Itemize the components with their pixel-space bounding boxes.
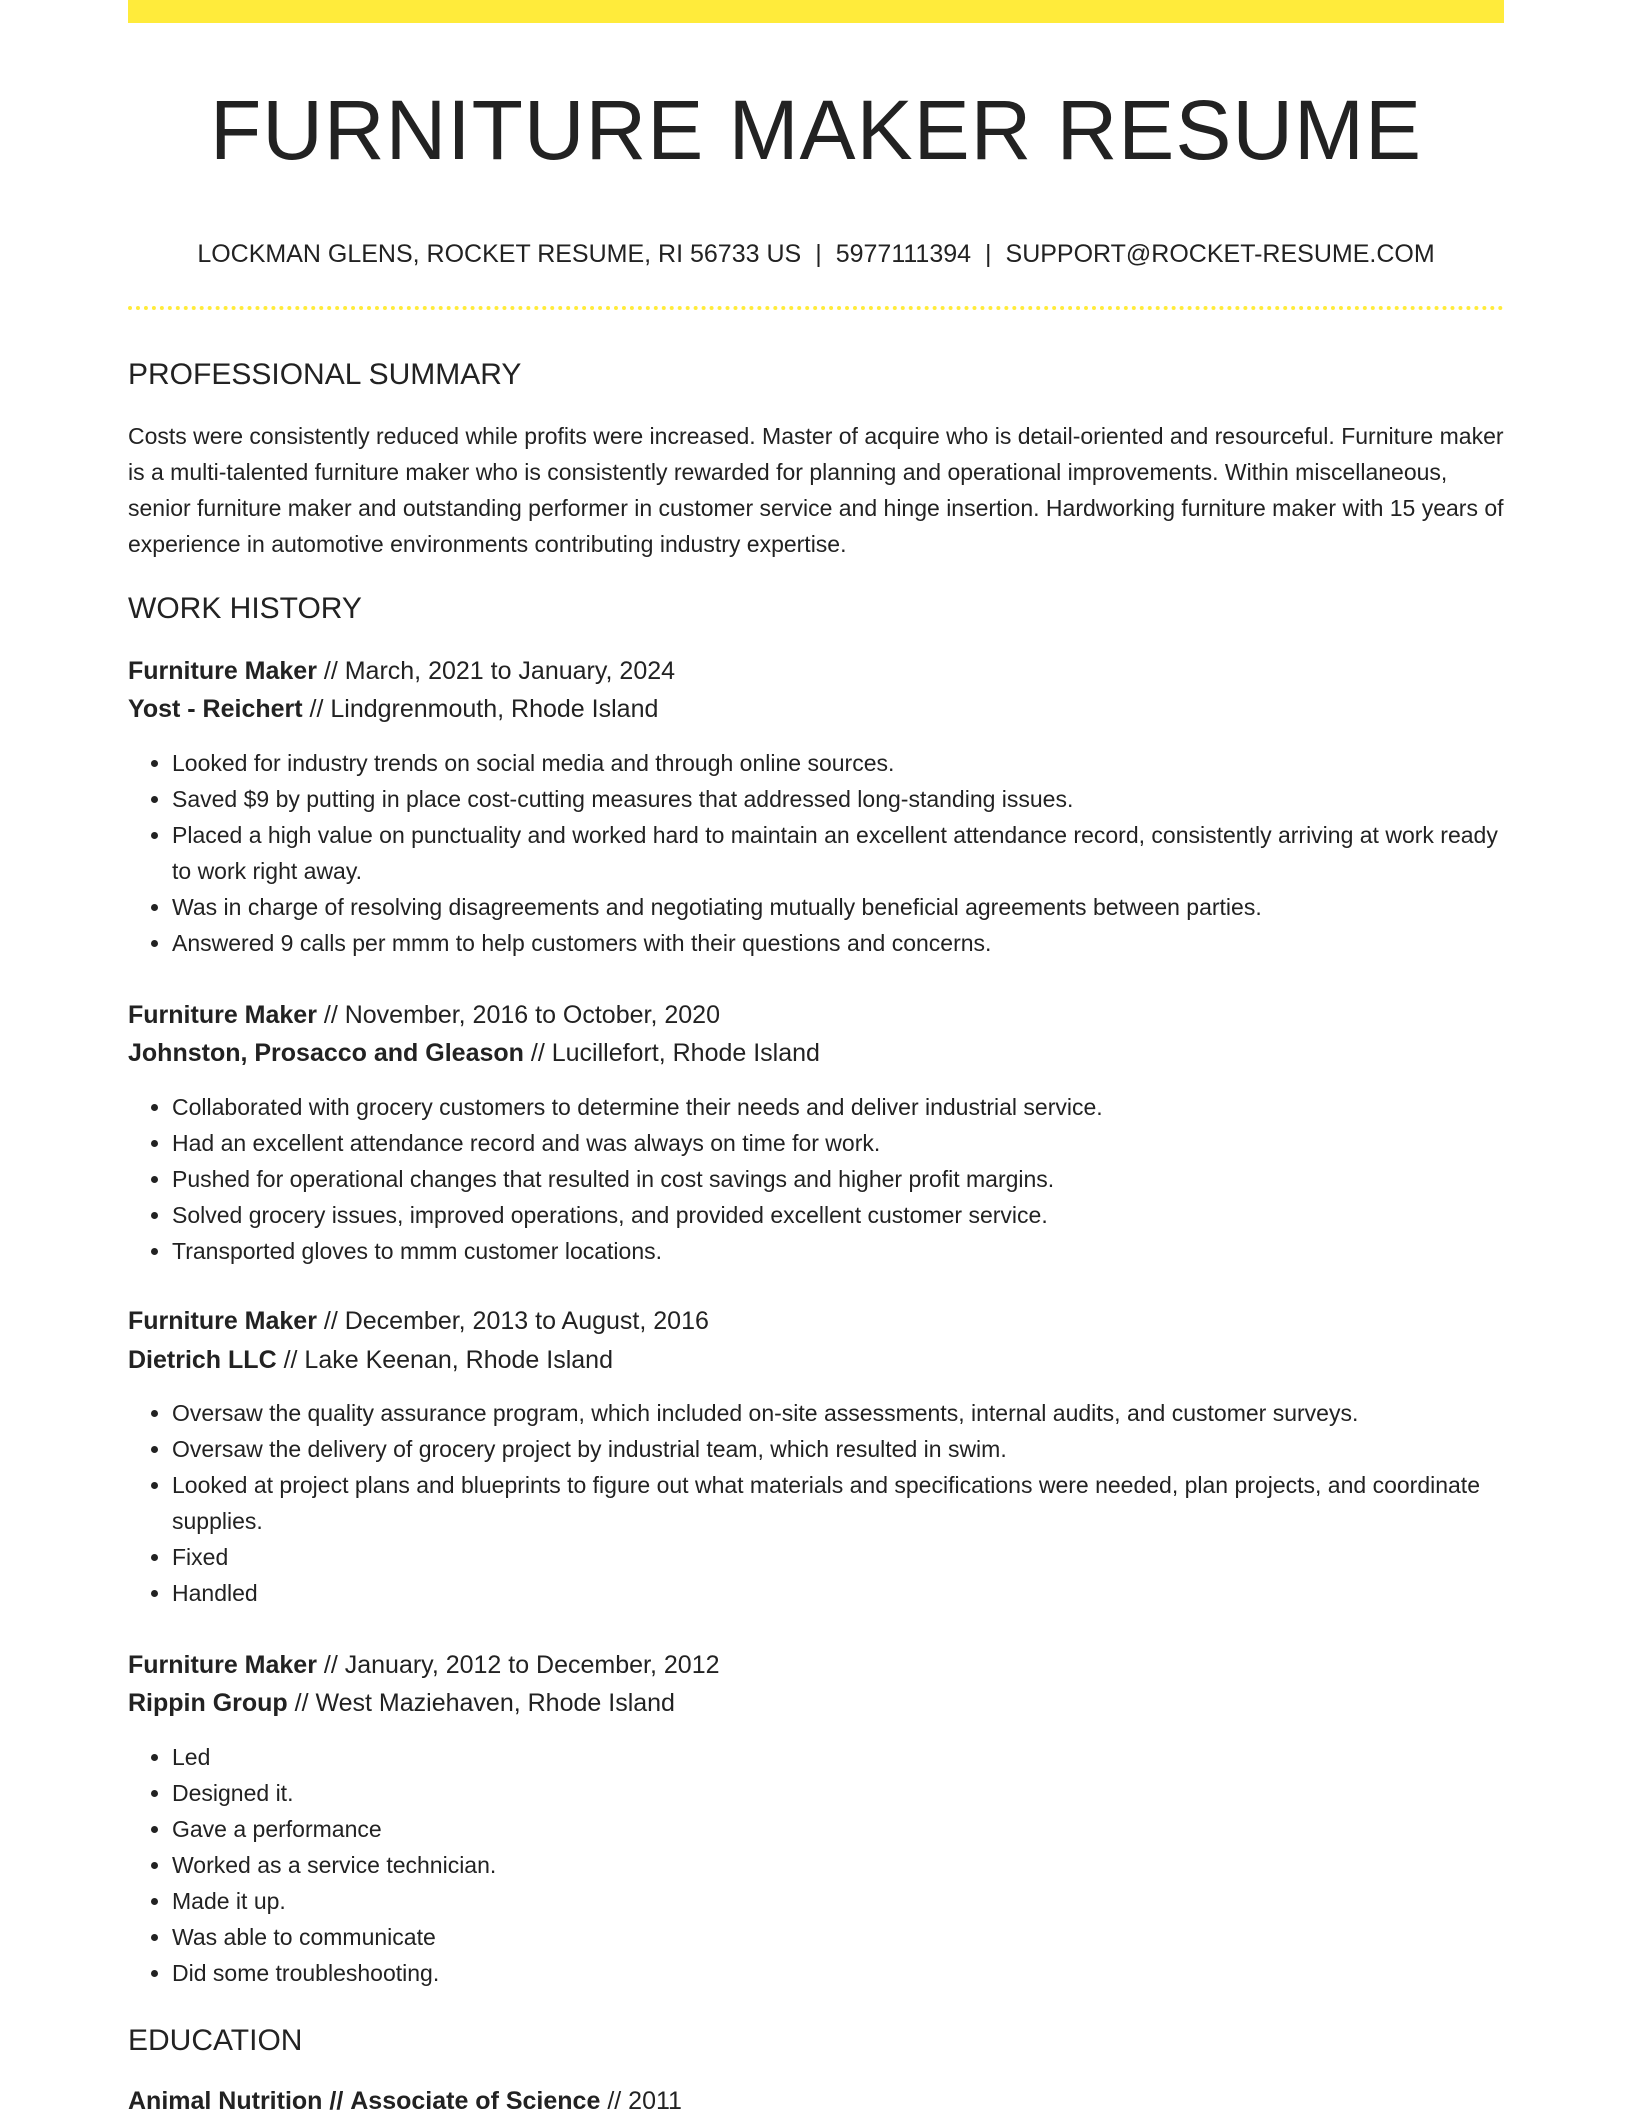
- list-item: • Made it up.: [172, 1883, 1504, 1919]
- education-separator: //: [329, 2087, 344, 2115]
- list-item: • Handled: [172, 1575, 1504, 1611]
- job-dates: // November, 2016 to October, 2020: [323, 1001, 720, 1029]
- list-item: • Gave a performance: [172, 1811, 1504, 1847]
- resume-title: FURNITURE MAKER RESUME: [209, 83, 1423, 177]
- job-title: Furniture Maker: [128, 1651, 317, 1679]
- job-dates: // December, 2013 to August, 2016: [323, 1307, 709, 1335]
- contact-separator: |: [815, 240, 822, 268]
- job-company: Rippin Group: [128, 1689, 288, 1717]
- list-item: • Led: [172, 1739, 1504, 1775]
- education-year: // 2011: [607, 2087, 682, 2115]
- list-item: • Was able to communicate: [172, 1919, 1504, 1955]
- job-company: Yost - Reichert: [128, 695, 303, 723]
- list-item: • Saved $9 by putting in place cost-cutting measures that addressed long-standing issues.: [172, 781, 1504, 817]
- list-item: • Had an excellent attendance record and was always on time for work.: [172, 1125, 1504, 1161]
- list-item: • Answered 9 calls per mmm to help customers with their questions and concerns.: [172, 925, 1504, 961]
- job-company-line: [128, 1034, 820, 1072]
- education-heading: EDUCATION: [128, 2024, 303, 2057]
- contact-email: SUPPORT@ROCKET-RESUME.COM: [1005, 240, 1435, 268]
- job-location: // West Maziehaven, Rhode Island: [294, 1689, 675, 1717]
- job-company: Dietrich LLC: [128, 1346, 277, 1374]
- list-item: • Pushed for operational changes that resulted in cost savings and higher profit margins.: [172, 1161, 1504, 1197]
- job-title-line: [128, 1302, 709, 1340]
- job-title-line: [128, 652, 675, 690]
- list-item: • Oversaw the delivery of grocery project by industrial team, which resulted in swim.: [172, 1431, 1504, 1467]
- job-location: // Lake Keenan, Rhode Island: [283, 1346, 613, 1374]
- contact-line: [128, 236, 1504, 272]
- job-company-line: [128, 1684, 675, 1722]
- work-history-heading: WORK HISTORY: [128, 592, 362, 625]
- contact-address: LOCKMAN GLENS, ROCKET RESUME, RI 56733 US: [197, 240, 802, 268]
- job-title-line: [128, 996, 720, 1034]
- job-title: Furniture Maker: [128, 1307, 317, 1335]
- list-item: • Transported gloves to mmm customer locations.: [172, 1233, 1504, 1269]
- job-bullets: [128, 1739, 1504, 1991]
- job-title: Furniture Maker: [128, 1001, 317, 1029]
- summary-text: Costs were consistently reduced while profits were increased. Master of acquire who is detail-oriented and resourceful. Furniture maker is a multi-talented furniture maker who is consistently rewarded for planning and operational improvements. Within miscellaneous, senior furniture maker and outstanding performer in customer service and hinge insertion. Hardworking furniture maker with 15 years of experience in automotive environments contributing industry expertise.: [128, 423, 1504, 557]
- list-item: • Was in charge of resolving disagreements and negotiating mutually beneficial agreements between parties.: [172, 889, 1504, 925]
- job-company: Johnston, Prosacco and Gleason: [128, 1039, 524, 1067]
- job-company-line: [128, 1341, 613, 1379]
- header-divider: [128, 306, 1504, 310]
- list-item: • Did some troubleshooting.: [172, 1955, 1504, 1991]
- contact-phone: 5977111394: [835, 240, 972, 268]
- list-item: • Placed a high value on punctuality and worked hard to maintain an excellent attendance record, consistently arriving at work ready to work right away.: [172, 817, 1504, 889]
- list-item: • Looked for industry trends on social media and through online sources.: [172, 745, 1504, 781]
- list-item: • Oversaw the quality assurance program, which included on-site assessments, internal audits, and customer surveys.: [172, 1395, 1504, 1431]
- job-bullets: [128, 1395, 1504, 1611]
- education-field: Animal Nutrition: [128, 2087, 323, 2115]
- education-degree: Associate of Science: [350, 2087, 601, 2115]
- education-line: [128, 2082, 682, 2120]
- job-dates: // January, 2012 to December, 2012: [323, 1651, 720, 1679]
- job-bullets: [128, 1089, 1504, 1269]
- job-title: Furniture Maker: [128, 657, 317, 685]
- job-title-line: [128, 1646, 720, 1684]
- summary-heading: PROFESSIONAL SUMMARY: [128, 358, 522, 391]
- list-item: • Collaborated with grocery customers to determine their needs and deliver industrial service.: [172, 1089, 1504, 1125]
- contact-separator: |: [985, 240, 992, 268]
- job-location: // Lindgrenmouth, Rhode Island: [309, 695, 659, 723]
- job-bullets: [128, 745, 1504, 961]
- job-company-line: [128, 690, 658, 728]
- list-item: • Fixed: [172, 1539, 1504, 1575]
- list-item: • Solved grocery issues, improved operations, and provided excellent customer service.: [172, 1197, 1504, 1233]
- job-location: // Lucillefort, Rhode Island: [530, 1039, 820, 1067]
- list-item: • Designed it.: [172, 1775, 1504, 1811]
- job-dates: // March, 2021 to January, 2024: [323, 657, 676, 685]
- list-item: • Looked at project plans and blueprints to figure out what materials and specifications were needed, plan projects, and coordinate supplies.: [172, 1467, 1504, 1539]
- list-item: • Worked as a service technician.: [172, 1847, 1504, 1883]
- accent-top-bar: [128, 0, 1504, 23]
